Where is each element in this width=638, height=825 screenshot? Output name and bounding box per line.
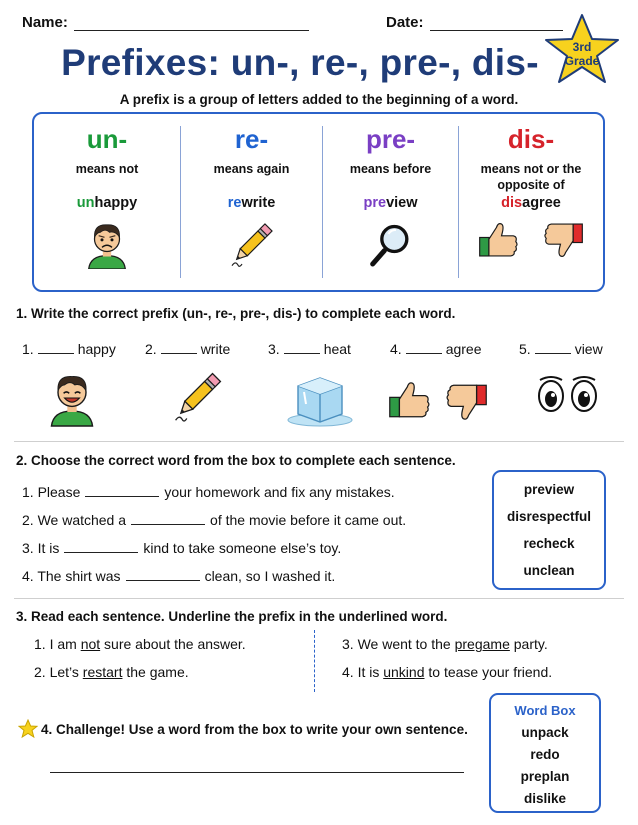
grade-badge — [542, 12, 622, 90]
word-box-item: recheck — [523, 536, 575, 551]
sentence-item — [22, 512, 406, 528]
example-prefix: dis — [501, 195, 523, 211]
page-title: Prefixes: un-, re-, pre-, dis- — [61, 42, 539, 83]
name-line[interactable] — [74, 15, 309, 31]
prefix-blank[interactable] — [161, 342, 197, 354]
prefix-example — [323, 195, 458, 211]
prefix-title: dis- — [507, 124, 555, 154]
happy-boy-icon — [44, 368, 100, 428]
prefix-blank[interactable] — [284, 342, 320, 354]
sentence-item — [34, 664, 189, 680]
target-word[interactable]: pregame — [454, 636, 510, 652]
prefix-blank[interactable] — [535, 342, 571, 354]
word-box-section2 — [492, 470, 606, 590]
section1-items — [22, 341, 622, 359]
prefix-blank[interactable] — [406, 342, 442, 354]
sentence-end: your homework and fix any mistakes. — [164, 484, 395, 500]
prefix-example — [34, 195, 180, 211]
answer-blank[interactable] — [131, 513, 205, 525]
thumbs-up-down-icon — [459, 219, 603, 261]
sentence-end: party. — [509, 636, 548, 652]
section4-heading: 4. Challenge! Use a word from the box to write your own sentence. — [41, 721, 468, 737]
item-word: view — [574, 341, 603, 357]
sentence-end: the game. — [122, 664, 189, 680]
answer-blank[interactable] — [126, 569, 200, 581]
word-box-item: preview — [523, 482, 575, 497]
word-item — [390, 341, 482, 357]
word-box-section4 — [489, 693, 601, 813]
item-number: 4. — [390, 341, 402, 357]
item-word: heat — [323, 341, 351, 357]
date-field[interactable] — [386, 14, 563, 31]
word-box-item: dislike — [523, 791, 567, 806]
magnifying-glass-icon — [366, 219, 416, 269]
sentence-item — [22, 540, 341, 556]
sentence-end: clean, so I washed it. — [204, 568, 336, 584]
sentence-end: to tease your friend. — [424, 664, 553, 680]
column-divider — [314, 630, 315, 692]
thumbs-up-icon — [478, 219, 520, 261]
thumbs-down-icon — [444, 380, 488, 424]
word-item — [145, 341, 230, 357]
example-root: write — [241, 195, 276, 211]
grade-badge-line2: Grade — [564, 54, 600, 68]
page-subtitle: A prefix is a group of letters added to the beginning of a word. — [119, 92, 519, 107]
prefix-title: un- — [86, 124, 128, 154]
prefix-card-dis — [459, 114, 603, 290]
target-word[interactable]: unkind — [383, 664, 425, 680]
section4-heading-row — [18, 719, 468, 739]
word-item — [519, 341, 603, 357]
section-divider — [14, 598, 624, 599]
word-box-item: preplan — [520, 769, 570, 784]
sad-boy-icon — [82, 219, 132, 269]
section3-heading: 3. Read each sentence. Underline the prefix in the underlined word. — [16, 609, 448, 624]
item-number: 5. — [519, 341, 531, 357]
name-label: Name: — [22, 14, 68, 31]
pencil-icon — [227, 219, 277, 269]
date-label: Date: — [386, 14, 424, 31]
name-field[interactable] — [22, 14, 309, 31]
prefix-meaning: means before — [349, 162, 432, 176]
section1-heading: 1. Write the correct prefix (un-, re-, pre-, dis-) to complete each word. — [16, 306, 456, 321]
sentence-start: 3. It is — [22, 540, 60, 556]
word-item — [22, 341, 116, 357]
sentence-end: sure about the answer. — [100, 636, 246, 652]
sentence-item — [342, 636, 548, 652]
target-word[interactable]: restart — [82, 664, 123, 680]
word-box-item: redo — [530, 747, 560, 762]
eye-icon — [569, 372, 599, 416]
prefix-example — [181, 195, 322, 211]
prefix-blank[interactable] — [38, 342, 74, 354]
item-word: write — [200, 341, 231, 357]
prefix-title: re- — [234, 124, 269, 154]
pencil-icon — [170, 368, 226, 424]
word-box-item: unclean — [523, 563, 575, 578]
prefix-card-pre — [323, 114, 458, 290]
thumbs-down-icon — [542, 219, 584, 261]
word-box-title: Word Box — [514, 703, 576, 718]
word-box-item: unpack — [521, 725, 569, 740]
prefix-card-un — [34, 114, 180, 290]
item-number: 3. — [268, 341, 280, 357]
sentence-item — [342, 664, 552, 680]
star-icon — [18, 719, 38, 739]
item-number: 2. — [145, 341, 157, 357]
example-prefix: un — [76, 195, 95, 211]
example-root: happy — [94, 195, 138, 211]
prefix-title: pre- — [365, 124, 416, 154]
sentence-item — [22, 484, 395, 500]
sentence-end: kind to take someone else’s toy. — [143, 540, 342, 556]
target-word[interactable]: not — [80, 636, 101, 652]
sentence-item — [22, 568, 335, 584]
prefix-meaning: means not — [75, 162, 139, 176]
sentence-start: 2. Let’s — [34, 664, 83, 680]
thumbs-up-icon — [388, 378, 432, 422]
section2-heading: 2. Choose the correct word from the box to complete each sentence. — [16, 453, 456, 468]
prefix-meaning: means not or the opposite of — [480, 162, 582, 192]
prefix-reference-box — [32, 112, 605, 292]
grade-badge-line1: 3rd — [572, 40, 592, 54]
answer-blank[interactable] — [85, 485, 159, 497]
prefix-example — [459, 195, 603, 211]
sentence-writing-line[interactable] — [50, 772, 464, 773]
example-prefix: pre — [363, 195, 387, 211]
word-item — [268, 341, 351, 357]
example-root: agree — [522, 195, 561, 211]
prefix-meaning: means again — [213, 162, 290, 176]
sentence-start: 4. It is — [342, 664, 384, 680]
word-box-item: disrespectful — [506, 509, 592, 524]
item-word: happy — [77, 341, 116, 357]
sentence-start: 4. The shirt was — [22, 568, 121, 584]
prefix-card-re — [181, 114, 322, 290]
sentence-item — [34, 636, 246, 652]
eye-icon — [536, 372, 566, 416]
section-divider — [14, 441, 624, 442]
item-word: agree — [445, 341, 482, 357]
section1-pictures — [0, 368, 638, 432]
ice-cube-icon — [284, 368, 354, 428]
sentence-end: of the movie before it came out. — [210, 512, 407, 528]
item-number: 1. — [22, 341, 34, 357]
sentence-start: 1. Please — [22, 484, 81, 500]
example-root: view — [386, 195, 418, 211]
sentence-start: 1. I am — [34, 636, 81, 652]
sentence-start: 2. We watched a — [22, 512, 127, 528]
sentence-start: 3. We went to the — [342, 636, 455, 652]
example-prefix: re — [227, 195, 242, 211]
answer-blank[interactable] — [64, 541, 138, 553]
